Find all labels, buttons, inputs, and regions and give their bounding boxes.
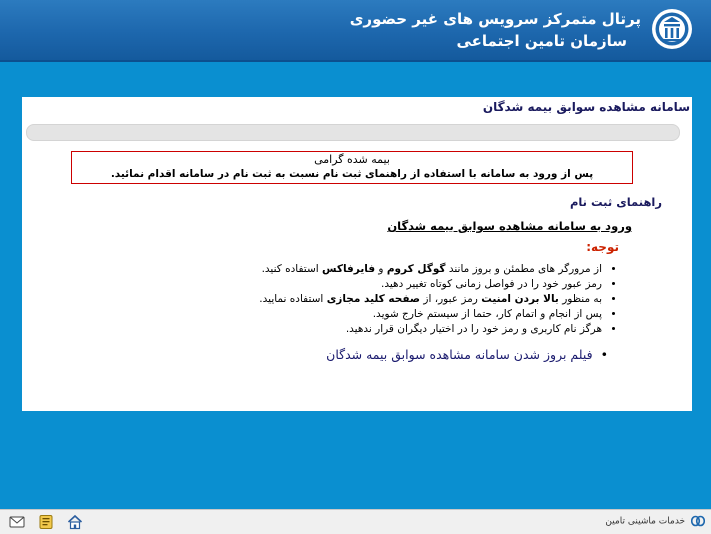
page-title: سامانه مشاهده سوابق بیمه شدگان [482,100,690,114]
login-link[interactable]: ورود به سامانه مشاهده سوابق بیمه شدگان [387,219,632,233]
list-item: • از مرورگر های مطمئن و بروز مانند گوگل کروم و فایرفاکس استفاده کنید. [259,262,602,277]
notes-icon[interactable] [38,514,54,530]
main-content-panel [22,97,692,411]
app-header [0,0,711,62]
list-item: • پس از انجام و اتمام کار، حتما از سیستم خارج شوید. [259,307,602,322]
services-label: خدمات ماشینی تامین [605,516,686,527]
footer-bar [0,509,711,534]
note-heading: توجه: [586,240,619,254]
notice-text: پس از ورود به سامانه با استفاده از راهنمای ثبت نام نسبت به ثبت نام در سامانه اقدام نمائید. [110,168,594,180]
notice-box [71,151,633,184]
registration-guide-link[interactable]: راهنمای ثبت نام [569,195,662,209]
portal-title-line1: پرتال متمرکز سرویس های غیر حضوری [349,10,641,28]
list-item: • رمز عبور خود را در فواصل زمانی کوتاه تغییر دهید. [259,277,602,292]
machine-services-link[interactable] [605,515,705,527]
progress-strip [26,124,680,141]
ssa-logo-icon [651,8,693,50]
portal-title-line2: سازمان تامین اجتماعی [456,32,627,50]
notice-title: بیمه شده گرامی [314,153,390,166]
home-icon[interactable] [67,514,83,530]
list-item: • به منظور بالا بردن امنیت رمز عبور، از صفحه کلید مجازی استفاده نمایید. [259,292,602,307]
portal-title [350,8,641,52]
list-item: • هرگز نام کاربری و رمز خود را در اختیار دیگران قرار ندهید. [259,322,602,337]
notes-list [259,262,616,337]
mail-icon[interactable] [9,514,25,530]
video-link[interactable]: • فیلم بروز شدن سامانه مشاهده سوابق بیمه شدگان [326,347,608,362]
services-icon [691,515,705,527]
